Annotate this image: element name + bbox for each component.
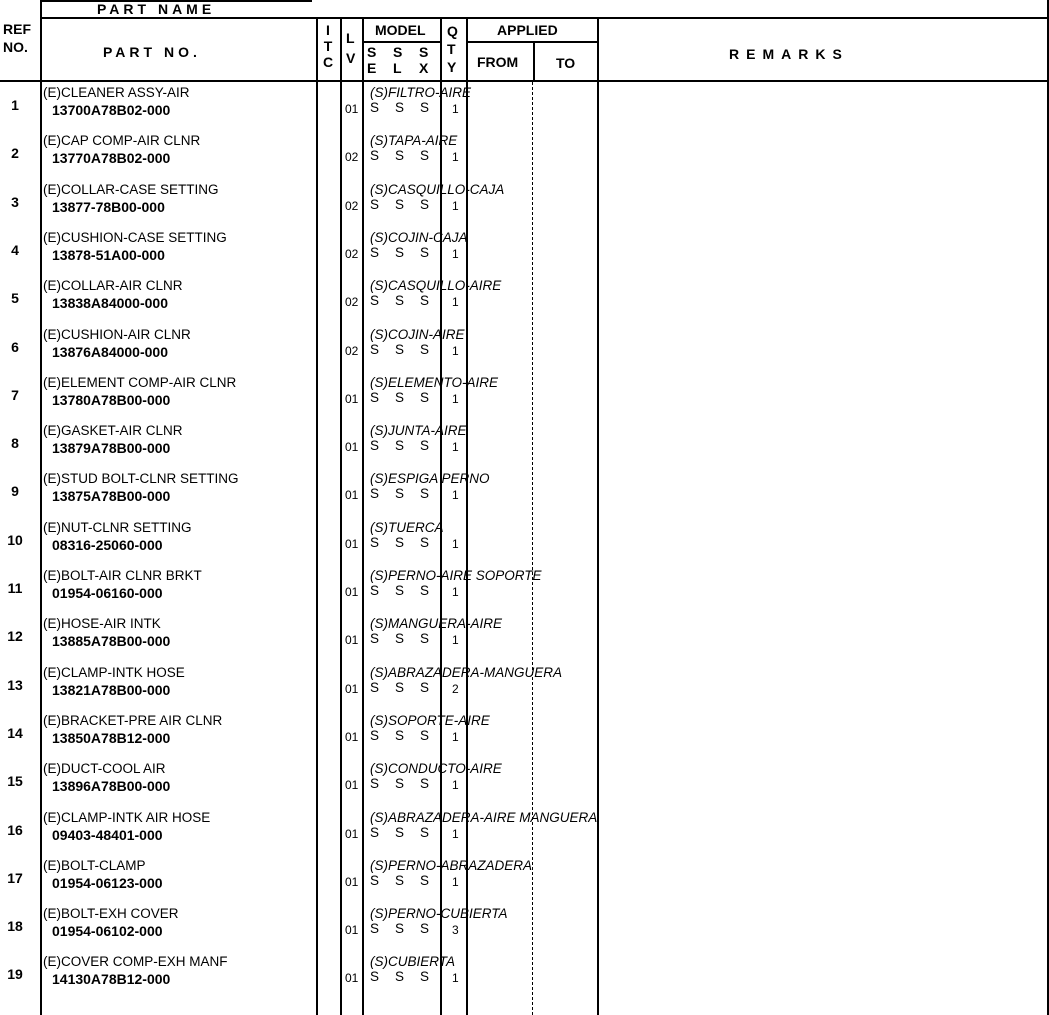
level: 01 xyxy=(345,391,359,406)
part-name: (E)NUT-CLNR SETTING xyxy=(43,519,192,535)
col-line xyxy=(340,17,342,1015)
model-applicability: S xyxy=(420,534,430,550)
quantity: 1 xyxy=(452,150,459,165)
quantity: 1 xyxy=(452,440,459,455)
level: 01 xyxy=(345,971,359,986)
model-applicability: S xyxy=(370,341,380,357)
ref-number: 3 xyxy=(11,193,19,210)
spanish-name: (S)PERNO-CUBIERTA xyxy=(370,906,508,922)
spanish-name: (S)MANGUERA-AIRE xyxy=(370,616,503,632)
quantity: 1 xyxy=(452,729,459,744)
ref-number: 11 xyxy=(7,580,23,596)
model-applicability: S xyxy=(395,293,405,309)
model-applicability: S xyxy=(370,872,380,888)
ref-number: 13 xyxy=(7,676,23,693)
ref-number: 15 xyxy=(7,773,23,790)
part-name: (E)ELEMENT COMP-AIR CLNR xyxy=(43,374,237,390)
spanish-name: (S)PERNO-AIRE SOPORTE xyxy=(370,568,542,583)
part-name: (E)COLLAR-AIR CLNR xyxy=(43,278,183,294)
quantity: 1 xyxy=(452,778,459,793)
part-number: 08316-25060-000 xyxy=(52,536,163,553)
part-name: (E)BOLT-EXH COVER xyxy=(43,906,179,922)
part-number: 13896A78B00-000 xyxy=(52,778,171,795)
quantity: 1 xyxy=(452,488,459,503)
model-applicability: S xyxy=(395,583,405,598)
model-rule xyxy=(362,41,440,43)
model-applicability: S xyxy=(395,196,405,212)
ref-number: 18 xyxy=(7,918,23,935)
model-applicability: S xyxy=(370,727,380,743)
model-applicability: S xyxy=(370,969,380,985)
part-name: (E)CLAMP-INTK AIR HOSE xyxy=(43,809,211,825)
spanish-name: (S)COJIN-AIRE xyxy=(370,326,465,342)
quantity: 1 xyxy=(452,874,459,889)
part-name: (E)HOSE-AIR INTK xyxy=(43,616,161,632)
quantity: 1 xyxy=(452,246,459,261)
lv-header: L V xyxy=(346,30,356,66)
model-applicability: S xyxy=(370,921,380,937)
ref-number: 7 xyxy=(11,386,19,403)
ref-header: REF NO. xyxy=(3,21,31,55)
part-name: (E)BOLT-CLAMP xyxy=(43,857,146,873)
col-line xyxy=(362,17,364,1015)
col-line xyxy=(316,17,318,1015)
model-applicability: S xyxy=(420,100,430,115)
applied-rule xyxy=(466,41,597,43)
ref-number: 8 xyxy=(11,435,19,452)
model-applicability: S xyxy=(420,389,430,405)
col-line xyxy=(40,0,42,1015)
to-header: TO xyxy=(556,55,576,71)
part-name: (E)CLEANER ASSY-AIR xyxy=(43,85,190,100)
model-applicability: S xyxy=(420,293,430,309)
model-applicability: S xyxy=(420,438,430,454)
part-number: 14130A78B12-000 xyxy=(52,971,171,988)
level: 02 xyxy=(345,343,359,358)
part-number: 09403-48401-000 xyxy=(52,826,163,843)
col-line xyxy=(533,41,535,80)
spanish-name: (S)TUERCA xyxy=(370,519,444,535)
model-applicability: S xyxy=(420,679,430,695)
level: 01 xyxy=(345,536,359,551)
level: 01 xyxy=(345,102,359,116)
quantity: 1 xyxy=(452,391,459,406)
level: 02 xyxy=(345,246,359,261)
ref-number: 14 xyxy=(7,724,23,741)
part-name: (E)BOLT-AIR CLNR BRKT xyxy=(43,568,202,583)
model-applicability: S xyxy=(370,679,380,695)
model-applicability: S xyxy=(420,969,430,985)
ref-number: 16 xyxy=(7,821,23,838)
quantity: 2 xyxy=(452,681,459,696)
quantity: 1 xyxy=(452,102,459,116)
model-applicability: S xyxy=(370,631,380,647)
model-applicability: S xyxy=(420,341,430,357)
part-number: 01954-06102-000 xyxy=(52,923,163,940)
header-bottom-rule xyxy=(0,80,1049,82)
model-applicability: S xyxy=(420,148,430,164)
quantity: 1 xyxy=(452,295,459,310)
model-applicability: S xyxy=(395,872,405,888)
level: 01 xyxy=(345,874,359,889)
part-no-header: PART NO. xyxy=(103,44,201,60)
header-rule xyxy=(40,17,1049,19)
model-applicability: S xyxy=(370,148,380,164)
part-name: (E)COLLAR-CASE SETTING xyxy=(43,181,219,197)
part-number: 13885A78B00-000 xyxy=(52,633,171,650)
spanish-name: (S)TAPA-AIRE xyxy=(370,133,458,149)
spanish-name: (S)COJIN-CAJA xyxy=(370,229,468,245)
part-name: (E)COVER COMP-EXH MANF xyxy=(43,954,228,970)
part-number: 13878-51A00-000 xyxy=(52,246,165,263)
model-applicability: S xyxy=(420,727,430,743)
level: 01 xyxy=(345,729,359,744)
qty-header: Q T Y xyxy=(447,23,458,75)
model-header: MODEL xyxy=(375,22,426,38)
part-number: 13875A78B00-000 xyxy=(52,488,171,505)
model-applicability: S xyxy=(395,148,405,164)
spanish-name: (S)JUNTA-AIRE xyxy=(370,423,467,439)
part-name: (E)CUSHION-CASE SETTING xyxy=(43,229,227,245)
ref-number: 5 xyxy=(11,290,19,307)
model-applicability: S xyxy=(395,776,405,792)
ref-number: 2 xyxy=(11,145,19,162)
part-number: 01954-06123-000 xyxy=(52,874,163,891)
level: 02 xyxy=(345,198,359,213)
quantity: 1 xyxy=(452,536,459,551)
model-applicability: S xyxy=(395,389,405,405)
ref-number: 17 xyxy=(7,869,23,886)
quantity: 1 xyxy=(452,633,459,648)
model-sl: S L xyxy=(393,44,403,76)
part-number: 13780A78B00-000 xyxy=(52,391,171,408)
level: 01 xyxy=(345,633,359,648)
level: 01 xyxy=(345,778,359,793)
part-name: (E)BRACKET-PRE AIR CLNR xyxy=(43,712,223,728)
spanish-name: (S)FILTRO-AIRE xyxy=(370,85,471,100)
level: 02 xyxy=(345,295,359,310)
from-to-divider xyxy=(532,82,533,1015)
model-applicability: S xyxy=(370,438,380,454)
ref-number: 1 xyxy=(11,97,19,113)
part-name-header: PART NAME xyxy=(97,1,216,17)
model-applicability: S xyxy=(370,534,380,550)
part-number: 13879A78B00-000 xyxy=(52,440,171,457)
spanish-name: (S)ABRAZADERA-AIRE MANGUERA xyxy=(370,809,598,825)
quantity: 1 xyxy=(452,826,459,841)
level: 01 xyxy=(345,826,359,841)
quantity: 1 xyxy=(452,585,459,599)
model-applicability: S xyxy=(395,824,405,840)
model-applicability: S xyxy=(370,824,380,840)
model-applicability: S xyxy=(395,631,405,647)
ref-number: 19 xyxy=(7,966,23,983)
part-name: (E)DUCT-COOL AIR xyxy=(43,761,166,777)
ref-number: 4 xyxy=(11,241,19,258)
spanish-name: (S)PERNO-ABRAZADERA xyxy=(370,857,533,873)
model-applicability: S xyxy=(395,486,405,502)
part-number: 13876A84000-000 xyxy=(52,343,168,360)
part-name: (E)CAP COMP-AIR CLNR xyxy=(43,133,201,149)
quantity: 1 xyxy=(452,343,459,358)
spanish-name: (S)SOPORTE-AIRE xyxy=(370,712,490,728)
level: 01 xyxy=(345,923,359,938)
model-applicability: S xyxy=(395,921,405,937)
ref-number: 6 xyxy=(11,338,19,355)
spanish-name: (S)ESPIGA PERNO xyxy=(370,471,490,487)
model-applicability: S xyxy=(395,100,405,115)
remarks-header: REMARKS xyxy=(729,46,849,62)
col-line xyxy=(597,17,599,1015)
part-name: (E)CLAMP-INTK HOSE xyxy=(43,664,185,680)
model-sx: S X xyxy=(419,44,429,76)
part-name: (E)CUSHION-AIR CLNR xyxy=(43,326,191,342)
model-applicability: S xyxy=(420,244,430,260)
ref-number: 9 xyxy=(11,483,19,500)
model-se: S E xyxy=(367,44,377,76)
spanish-name: (S)CONDUCTO-AIRE xyxy=(370,761,502,777)
ref-number: 12 xyxy=(7,628,23,645)
model-applicability: S xyxy=(420,196,430,212)
model-applicability: S xyxy=(370,583,380,598)
part-number: 13850A78B12-000 xyxy=(52,729,171,746)
model-applicability: S xyxy=(420,921,430,937)
spanish-name: (S)CASQUILLO-CAJA xyxy=(370,181,505,197)
itc-header: I T C xyxy=(323,22,334,70)
model-applicability: S xyxy=(420,872,430,888)
model-applicability: S xyxy=(420,631,430,647)
model-applicability: S xyxy=(395,244,405,260)
level: 01 xyxy=(345,681,359,696)
quantity: 3 xyxy=(452,923,459,938)
model-applicability: S xyxy=(370,100,380,115)
model-applicability: S xyxy=(370,293,380,309)
model-applicability: S xyxy=(420,824,430,840)
model-applicability: S xyxy=(395,969,405,985)
model-applicability: S xyxy=(420,583,430,598)
level: 01 xyxy=(345,585,359,599)
ref-number: 10 xyxy=(7,531,23,548)
part-number: 13877-78B00-000 xyxy=(52,198,165,215)
part-number: 13838A84000-000 xyxy=(52,295,168,312)
applied-header: APPLIED xyxy=(497,22,558,38)
model-applicability: S xyxy=(420,486,430,502)
from-header: FROM xyxy=(477,54,519,70)
model-applicability: S xyxy=(370,244,380,260)
part-name: (E)STUD BOLT-CLNR SETTING xyxy=(43,471,239,487)
model-applicability: S xyxy=(395,534,405,550)
quantity: 1 xyxy=(452,971,459,986)
model-applicability: S xyxy=(420,776,430,792)
model-applicability: S xyxy=(370,776,380,792)
model-applicability: S xyxy=(395,727,405,743)
level: 02 xyxy=(345,150,359,165)
model-applicability: S xyxy=(370,389,380,405)
part-number: 01954-06160-000 xyxy=(52,585,163,601)
part-name: (E)GASKET-AIR CLNR xyxy=(43,423,183,439)
model-applicability: S xyxy=(370,196,380,212)
spanish-name: (S)CASQUILLO-AIRE xyxy=(370,278,502,294)
model-applicability: S xyxy=(395,679,405,695)
quantity: 1 xyxy=(452,198,459,213)
spanish-name: (S)ABRAZADERA-MANGUERA xyxy=(370,664,563,680)
spanish-name: (S)ELEMENTO-AIRE xyxy=(370,374,499,390)
spanish-name: (S)CUBIERTA xyxy=(370,954,456,970)
part-number: 13770A78B02-000 xyxy=(52,150,171,167)
part-number: 13700A78B02-000 xyxy=(52,102,171,118)
model-applicability: S xyxy=(395,341,405,357)
model-applicability: S xyxy=(395,438,405,454)
level: 01 xyxy=(345,488,359,503)
part-number: 13821A78B00-000 xyxy=(52,681,171,698)
model-applicability: S xyxy=(370,486,380,502)
level: 01 xyxy=(345,440,359,455)
